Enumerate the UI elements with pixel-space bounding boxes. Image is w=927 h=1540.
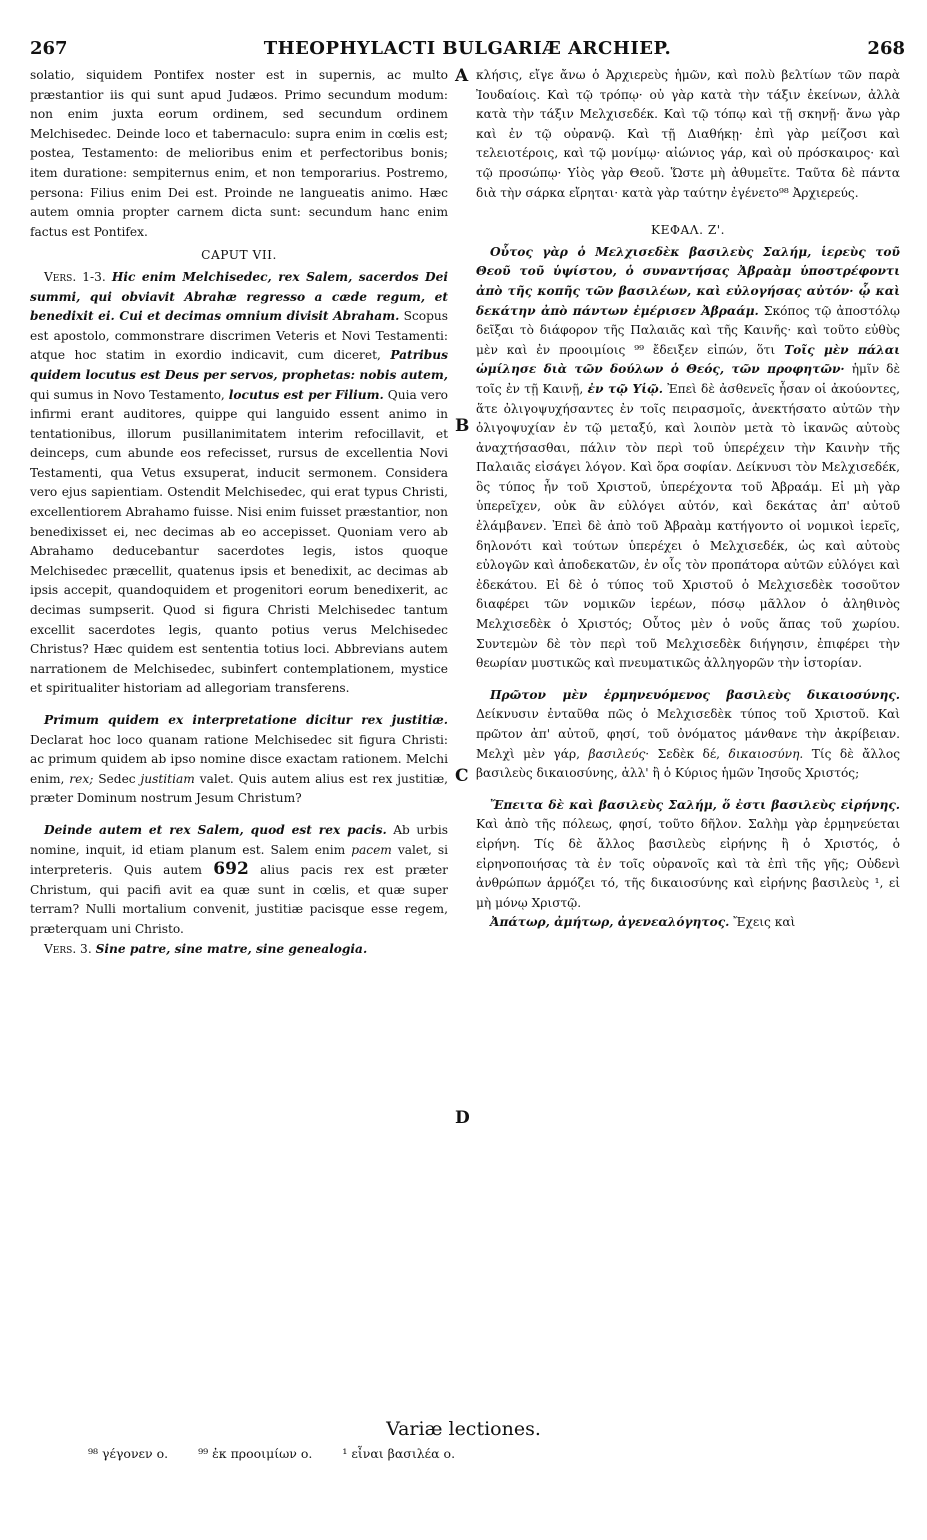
greek-commentary-1c: Ἐπεὶ δὲ ἀσθενεῖς ἦσαν οἱ ἀκούοντες, ἅτε ὀλιγοψυχήσαντες ἐν τοῖς πειρασμοῖς, ἀνεκτήσατο αὐτῶν τὴν ὀλιγοψυχίαν ἐν τῷ μεταξύ, καὶ λοιπὸν μετὰ τὸ ἱκανῶς αὐτοὺς ἀναχτήσασθαι, πάλιν τὸν περὶ τοῦ ὑπερέχειν τὴν Καινὴν τῆς Παλαιᾶς εἰσάγει λόγον. Καὶ ὅρα σοφίαν. Δείκνυσι τὸν Μελχισεδέκ, ὃς τύπος ἦν τοῦ Χριστοῦ, ὑπερέχοντα τοῦ Ἀβραάμ. Εἰ μὴ γὰρ ὑπερεῖχεν, οὐκ ἂν εὐλόγει αὐτόν, καὶ δεκάτας ἀπ' αὐτοῦ ἐλάμβανεν. Ἐπεὶ δὲ ἀπὸ τοῦ Ἀβραὰμ κατήγοντο οἱ νομικοὶ ἱερεῖς, δηλονότι καὶ τούτων ὑπερέχει ὁ Μελχισεδέκ, ὡς καὶ αὐτοὺς εὐλογῶν καὶ ἀποδεκατῶν, ἐν οἷς τὸν προπάτορα αὐτῶν εὐλόγει καὶ ἐδεκάτου. Εἰ δὲ ὁ τύπος τοῦ Χριστοῦ ὁ Μελχισεδὲκ τοσοῦτον διαφέρει τῶν νομικῶν ἱερέων, πόσῳ μᾶλλον ὁ ἀληθινὸς Μελχισεδὲκ ὁ Χριστός; Οὗτος μὲν ὁ νοῦς ἅπας τοῦ χωρίου. Συντεμὼν δὲ τὸν περὶ τοῦ Μελχισεδὲκ διήγησιν, ἐπιφέρει τὴν θεωρίαν μυστικῶς καὶ πνευματικῶς ἀλληγορῶν τὴν ἱστορίαν.: [476, 381, 901, 671]
running-title: THEOPHYLACTI BULGARIÆ ARCHIEP.: [263, 38, 672, 59]
latin-p2-text2: Sedec: [98, 771, 136, 786]
latin-p3-pacem: pacem: [351, 842, 392, 857]
greek-commentary-1a: Σκόπος τῷ ἀποστόλῳ δεῖξαι τὸ διάφορον τῆς Παλαιᾶς καὶ τῆς Καινῆς· καὶ τοῦτο εὐθὺς μὲν καὶ ἐν προοιμίοις ⁹⁹ ἔδειξεν εἰπών, ὅτι: [476, 303, 900, 357]
variae-lectiones-heading: Variæ lectiones.: [386, 1418, 541, 1440]
greek-intro: κλήσις, εἴγε ἄνω ὁ Ἀρχιερεὺς ἡμῶν, καὶ πολὺ βελτίων τῶν παρὰ Ἰουδαίοις. Καὶ τῷ τρόπῳ· οὐ γὰρ κατὰ τὴν τάξιν ἐκείνων, ἀλλὰ κατὰ τὴν τάξιν Μελχισεδέκ. Καὶ τῷ τόπῳ καὶ τῇ σκηνῇ· ἄνω γὰρ καὶ ἐν τῷ οὐρανῷ. Καὶ τῇ Διαθήκῃ· ἐπὶ γὰρ μείζοσι καὶ τελειοτέροις, καὶ τῷ μονίμῳ· αἰώνιος γάρ, καὶ οὐ πρόσκαιρος· καὶ τῷ προσώπῳ· Υἱὸς γὰρ Θεοῦ. Ὥστε μὴ ἀθυμεῖτε. Ταῦτα δὲ πάντα διὰ τὴν σάρκα εἴρηται· κατὰ γὰρ ταύτην ἐγένετο⁹⁸ Ἀρχιερεύς.: [476, 68, 900, 200]
margin-letter-b: B: [455, 416, 470, 436]
variant-reading: ⁹⁹ ἐκ προοιμίων ο.: [198, 1446, 313, 1461]
greek-verse-3-text: Ἀπάτωρ, ἀμήτωρ, ἀγενεαλόγητος.: [490, 915, 730, 930]
latin-p2-quote: Primum quidem ex interpretatione dicitur rex justitiæ.: [44, 713, 448, 727]
variant-reading: ¹ εἶναι βασιλέα ο.: [342, 1446, 456, 1461]
latin-paragraph-3: [30, 821, 448, 940]
latin-p3-text2: valet, si interpreteris. Quis autem: [30, 842, 449, 878]
page-number-left: 267: [30, 38, 68, 59]
greek-p3-text: Καὶ ἀπὸ τῆς πόλεως, φησί, τοῦτο δῆλον. Σαλὴμ γὰρ ἑρμηνεύεται εἰρήνη. Τίς δὲ ἄλλος βασιλεὺς εἰρήνης ἢ ὁ Χριστός, ὁ εἰρηνοποιήσας τὰ ἐν τοῖς οὐρανοῖς καὶ τὰ ἐπὶ τῆς γῆς; Οὐδενὶ ἀνθρώπων ἁρμόζει τό, τῆς δικαιοσύνης καὶ εἰρήνης βασιλεὺς ¹, εἰ μὴ μόνῳ Χριστῷ.: [476, 817, 900, 910]
latin-commentary-1b: qui sumus in Novo Testamento,: [30, 387, 225, 402]
variant-reading: ⁹⁸ γέγονεν ο.: [88, 1446, 169, 1461]
latin-verse-1-text: Hic enim Melchisedec, rex Salem, sacerdos Dei summi, qui obviavit Abrahæ regresso a cæde regum, et benedixit ei. Cui et decimas omnium divisit Abraham.: [30, 269, 449, 324]
latin-p3-text3: alius pacis rex est præter Christum, qui pacifi avit ea quæ sunt in cœlis, et quæ super terram? Nulli mortalium convenit, justitiæ pacisque esse regem, præterquam uni Christo.: [30, 863, 449, 936]
greek-p2-dikaiosyne: δικαιοσύνη.: [728, 746, 804, 761]
greek-verse-3-tail: Ἔχεις καὶ: [733, 915, 796, 930]
latin-p2-justitiam: justitiam: [140, 771, 195, 786]
column-number: 692: [213, 859, 249, 880]
latin-commentary-1c: Quia vero infirmi erant auditores, quippe qui languido essent animo in tentationibus, illorum pusillanimitatem interim refocillavit, et deinceps, cum abunde eos refecisset, rursus de excellentia Novi Testamenti, qua Vetus exsuperat, inducit sermonem. Considera vero ejus sapientiam. Ostendit Melchisedec, qui erat typus Christi, excellentiorem Abrahamo fuisse. Nisi enim fuisset præstantior, non benedixisset ei, nec decimas ab eo accepisset. Quoniam vero ab Abrahamo deducebantur sacerdotes legis, istos quoque Melchisedec præcellit, quatenus ipsis et benedixit, ac decimas ab ipsis accepit, quandoquidem et progenitori eorum benedixerit, ac decimas sumpserit. Quod si figura Christi Melchisedec tantum excellit sacerdotes legis, quanto potius verus Melchisedec Christus? Hæc quidem est sententia totius loci. Abbrevians autem narrationem de Melchisedec, subinfert contemplationem, mystice et spiritualiter historiam ad allegoriam transferens.: [30, 387, 449, 696]
latin-p3-quote: Deinde autem et rex Salem, quod est rex pacis.: [44, 822, 387, 837]
latin-intro: solatio, siquidem Pontifex noster est in supernis, ac multo præstantior iis qui sunt apud Judæos. Primo secundum modum: non enim juxta eorum ordinem, sed secundum ordinem Melchisedec. Deinde loco et tabernaculo: supra enim in cœlis est; postea, Testamento: de melioribus enim et perfectoribus bonis; item duratione: sempiternus enim, et non temporarius. Postremo, persona: Filius enim Dei est. Proinde ne langueatis animo. Hæc autem omnia propter carnem dicta sunt: secundum hanc enim factus est Pontifex.: [30, 68, 448, 239]
margin-letter-d: D: [455, 1108, 470, 1128]
greek-chapter-heading: ΚΕΦΑΛ. Ζ'.: [650, 223, 726, 238]
variae-lectiones-list: [88, 1446, 481, 1461]
greek-p2-quote: Πρῶτον μὲν ἑρμηνευόμενος βασιλεὺς δικαιοσύνης.: [490, 687, 900, 702]
greek-commentary-1-quote2: ἐν τῷ Υἱῷ.: [587, 381, 663, 396]
latin-commentary-1-quote: Patribus quidem locutus est Deus per servos, prophetas: nobis autem,: [30, 348, 448, 382]
latin-p2-text3: valet. Quis autem alius est rex justitiæ, præter Dominum nostrum Jesum Christum?: [30, 771, 449, 806]
greek-commentary-1-quote: Τοῖς μὲν πάλαι ὡμίλησε διὰ τῶν δούλων ὁ Θεός, τῶν προφητῶν·: [476, 342, 900, 377]
greek-verse-3: [476, 913, 900, 933]
latin-p2-text: Declarat hoc loco quanam ratione Melchisedec sit figura Christi: ac primum quidem ab ipso nomine disce exactam rationem. Melchi enim,: [30, 732, 448, 786]
latin-paragraph-2: [30, 711, 448, 809]
latin-verse-3: [30, 940, 448, 960]
latin-verse-3-text: Sine patre, sine matre, sine genealogia.: [95, 941, 368, 956]
latin-p3-text1: Ab urbis nomine, inquit, id etiam planum est. Salem enim: [30, 822, 449, 857]
greek-p2-text3: Τίς δὲ ἄλλος βασιλεὺς δικαιοσύνης, ἀλλ' ἢ ὁ Κύριος ἡμῶν Ἰησοῦς Χριστός;: [476, 746, 901, 781]
latin-commentary-1a: Scopus est apostolo, commonstrare discrimen Veteris et Novi Testamenti: atque hoc statim in exordio indicavit, cum diceret,: [30, 309, 449, 363]
greek-paragraph-3: [476, 796, 900, 914]
page-number-right: 268: [867, 38, 905, 59]
greek-p2-text: Δείκνυσιν ἐνταῦθα πῶς ὁ Μελχισεδὲκ τύπος τοῦ Χριστοῦ. Καὶ πρῶτον ἀπ' αὐτοῦ, φησί, τοῦ ὀνόματος μάνθανε τὴν ἀκρίβειαν. Μελχὶ μὲν γάρ,: [476, 707, 900, 761]
latin-p2-rex: rex;: [69, 771, 94, 786]
latin-verse-1: [30, 268, 448, 699]
margin-letter-a: A: [455, 66, 469, 86]
margin-letter-c: C: [455, 766, 469, 786]
greek-verse-1-text: Οὗτος γὰρ ὁ Μελχισεδὲκ βασιλεὺς Σαλήμ, ἱερεὺς τοῦ Θεοῦ τοῦ ὑψίστου, ὁ συναντήσας Ἀβραὰμ ὑποστρέφοντι ἀπὸ τῆς κοπῆς τῶν βασιλέων, καὶ εὐλογήσας αὐτόν· ᾧ καὶ δεκάτην ἀπὸ πάντων ἐμέρισεν Ἀβραάμ.: [476, 244, 900, 318]
greek-p2-text2: Σεδὲκ δέ,: [657, 746, 721, 761]
latin-chapter-heading: CAPUT VII.: [201, 248, 277, 263]
greek-p2-basileus: βασιλεύς·: [588, 746, 650, 761]
greek-paragraph-2: [476, 686, 900, 784]
greek-column: [476, 66, 900, 933]
greek-verse-1: [476, 243, 900, 674]
greek-p3-quote: Ἔπειτα δὲ καὶ βασιλεὺς Σαλήμ, ὅ ἐστι βασιλεὺς εἰρήνης.: [490, 797, 900, 812]
greek-commentary-1b: ἡμῖν δὲ τοῖς ἐν τῇ Καινῇ,: [476, 362, 901, 396]
latin-verse-1-label: Vers. 1-3.: [44, 269, 106, 284]
latin-verse-3-label: Vers. 3.: [44, 941, 92, 956]
running-header: [30, 38, 905, 62]
latin-commentary-1-quote2: locutus est per Filium.: [228, 387, 384, 402]
latin-column: [30, 66, 448, 959]
